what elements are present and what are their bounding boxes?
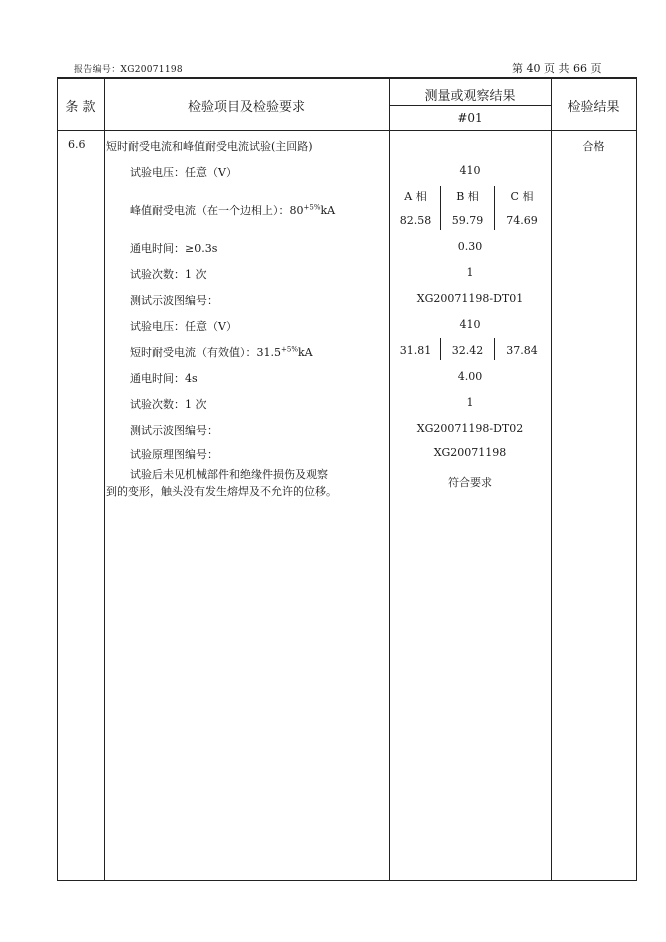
count2-value: 1: [466, 396, 474, 409]
peak-value-b: 59.79: [451, 214, 484, 227]
col-left-border: [57, 77, 58, 881]
measure-header-divider: [389, 105, 551, 106]
phase-a-label: A 相: [404, 190, 427, 203]
count1-value: 1: [466, 266, 474, 279]
short-tolerance: +5%: [281, 345, 298, 354]
header-clause: 条 款: [65, 100, 96, 115]
time1-label: 通电时间：≥0.3s: [130, 242, 218, 255]
time1-value: 0.30: [457, 240, 483, 253]
phase-b-label: B 相: [456, 190, 479, 203]
header-sample: #01: [457, 111, 483, 125]
header-bottom-rule: [57, 130, 637, 131]
col-divider-3: [551, 77, 552, 881]
short-current-label: [130, 344, 313, 360]
principle-value: XG20071198: [433, 446, 507, 459]
wave2-label: 测试示波图编号：: [130, 424, 218, 437]
header-items: 检验项目及检验要求: [187, 100, 305, 115]
voltage2-value: 410: [459, 318, 481, 331]
wave1-label: 测试示波图编号：: [130, 294, 218, 307]
after-test-line1: 试验后未见机械部件和绝缘件损伤及观察: [130, 468, 328, 481]
principle-label: 试验原理图编号：: [130, 448, 218, 461]
col-divider-1: [104, 77, 105, 881]
peak-label-text: 峰值耐受电流（在一个边相上）：80: [130, 204, 304, 217]
col-right-border: [636, 77, 637, 881]
voltage2-label: 试验电压：任意（V）: [130, 320, 237, 333]
count1-label: 试验次数：1 次: [130, 268, 207, 281]
wave1-value: XG20071198-DT01: [416, 292, 524, 305]
after-test-line2: 到的变形，触头没有发生熔焊及不允许的位移。: [106, 485, 337, 498]
report-number: 报告编号：XG20071198: [74, 65, 183, 75]
count2-label: 试验次数：1 次: [130, 398, 207, 411]
voltage1-value: 410: [459, 164, 481, 177]
wave2-value: XG20071198-DT02: [416, 422, 524, 435]
peak-value-c: 74.69: [506, 214, 538, 227]
short-value-b: 32.42: [451, 344, 484, 357]
page-info: 第 40 页 共 66 页: [512, 62, 602, 75]
top-rule: [57, 77, 637, 79]
test-result: 合格: [582, 140, 605, 153]
peak-tolerance: +5%: [303, 203, 321, 212]
test-title: 短时耐受电流和峰值耐受电流试验(主回路): [106, 140, 313, 153]
bottom-rule: [57, 880, 637, 881]
after-test-value: 符合要求: [448, 476, 492, 489]
short-unit: kA: [297, 346, 313, 359]
short-value-a: 31.81: [399, 344, 432, 357]
time2-label: 通电时间：4s: [130, 372, 198, 385]
peak-current-label: [130, 202, 335, 218]
header-result: 检验结果: [567, 100, 620, 115]
short-label-text: 短时耐受电流（有效值）：31.5: [130, 346, 281, 359]
peak-unit: kA: [320, 204, 336, 217]
header-measurement: 测量或观察结果: [424, 89, 516, 104]
voltage1-label: 试验电压：任意（V）: [130, 166, 237, 179]
short-value-c: 37.84: [506, 344, 538, 357]
time2-value: 4.00: [457, 370, 483, 383]
phase-c-label: C 相: [510, 190, 534, 203]
peak-value-a: 82.58: [399, 214, 432, 227]
clause-number: 6.6: [68, 138, 86, 151]
